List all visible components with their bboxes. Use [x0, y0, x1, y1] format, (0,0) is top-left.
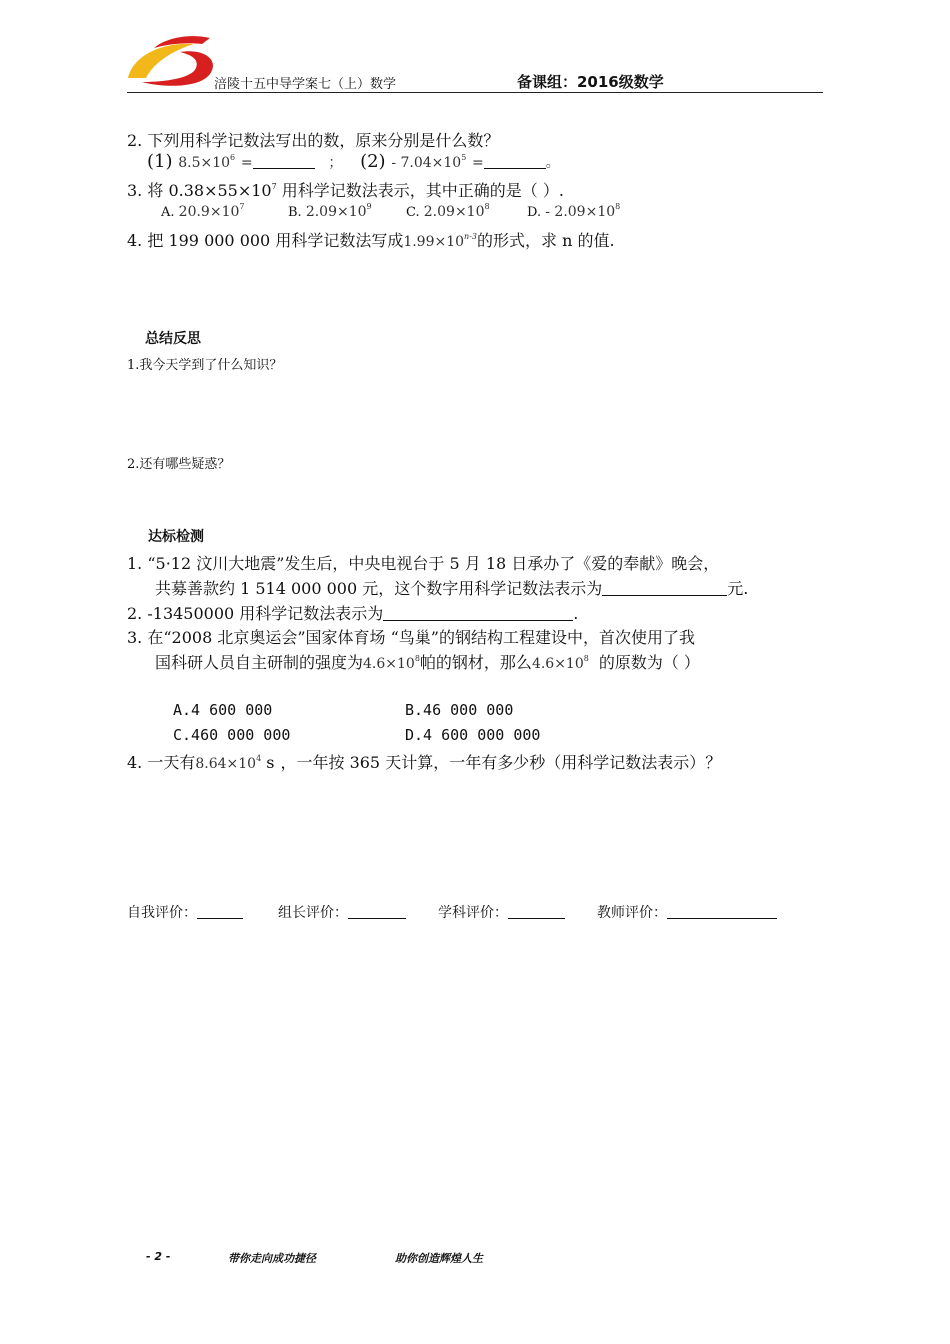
q2-part1-exp: 6: [230, 153, 236, 162]
q2-part2-base: - 7.04×10: [391, 155, 462, 171]
test-q3-line1: 3. 在“2008 北京奥运会”国家体育场 “鸟巢”的钢结构工程建设中，首次使用了我: [127, 628, 695, 647]
group-label: 备课组：2016级数学: [517, 73, 664, 91]
eval-blank[interactable]: [348, 904, 406, 919]
q2-part1-label: (1): [147, 151, 173, 172]
q4-exp: n-3: [464, 232, 477, 241]
eval-leader: 组长评价：: [278, 902, 406, 922]
q2-end: 。: [545, 155, 560, 171]
q3-option-a[interactable]: A.4 600 000: [173, 701, 273, 719]
q4-base: 1.99×10: [403, 234, 465, 250]
q3-option-d[interactable]: D.4 600 000 000: [405, 726, 541, 744]
page-number: - 2 -: [146, 1250, 171, 1263]
test-title: 达标检测: [148, 529, 204, 545]
test-q2: 2. -13450000 用科学记数法表示为 .: [127, 604, 579, 623]
eval-self: 自我评价：: [127, 902, 243, 922]
q3-option-a[interactable]: A. $20.9\times 10^7$: [161, 202, 245, 220]
q4-text-b: 的形式，求 n 的值.: [477, 231, 615, 250]
practice-q2-parts: [147, 151, 560, 172]
q4-text-a: 4. 把 199 000 000 用科学记数法写成: [127, 231, 404, 250]
school-title: 涪陵十五中导学案七（上）数学: [214, 77, 397, 92]
q3-exp: 7: [271, 182, 277, 191]
q2-sep: ；: [328, 155, 343, 171]
q3-option-c[interactable]: C. $2.09\times 10^8$: [406, 202, 490, 220]
q2-part2-label: (2): [360, 151, 386, 172]
footer-slogan-2: 助你创造辉煌人生: [395, 1252, 483, 1265]
q3-option-b[interactable]: B.46 000 000: [405, 701, 514, 719]
summary-q1: 1.我今天学到了什么知识？: [127, 358, 283, 373]
test-q4: 4. 一天有$8.64\times 10^4$ s ，一年按 365 天计算，一年有多少秒（用科学记数法表示）？: [127, 753, 722, 772]
practice-q3: [127, 178, 564, 201]
q2-eq1: =: [240, 155, 253, 171]
test-q1-line1: 1. “5·12 汶川大地震”发生后，中央电视台于 5 月 18 日承办了《爱的奉献》晚会，: [127, 554, 720, 573]
summary-title: 总结反思: [145, 331, 201, 347]
q3-option-c[interactable]: C.460 000 000: [173, 726, 291, 744]
test-q1-line2: 共募善款约 1 514 000 000 元，这个数字用科学记数法表示为 元.: [155, 579, 749, 598]
answer-blank[interactable]: [484, 154, 546, 169]
practice-q4: [127, 228, 615, 251]
answer-blank[interactable]: [383, 606, 573, 621]
q3-text-b: 用科学记数法表示，其中正确的是（ ）.: [276, 181, 564, 200]
eval-blank[interactable]: [508, 904, 565, 919]
school-logo: [124, 34, 220, 90]
eval-blank[interactable]: [197, 904, 243, 919]
q2-part1-base: 8.5×10: [178, 155, 231, 171]
header-rule: [127, 92, 823, 93]
answer-blank[interactable]: [602, 581, 727, 596]
q2-eq2: =: [472, 155, 484, 171]
eval-teacher: 教师评价：: [597, 902, 777, 922]
q2-part2-exp: 5: [461, 153, 467, 162]
eval-subject: 学科评价：: [438, 902, 565, 922]
footer-slogan-1: 带你走向成功捷径: [228, 1252, 316, 1265]
answer-blank[interactable]: [253, 154, 315, 169]
test-q3-line2: 国科研人员自主研制的强度为$4.6\times 10^8$帕的钢材，那么$4.6\times 10^8$ 的原数为（ ）: [155, 653, 700, 672]
q3-option-b[interactable]: B. $2.09\times 10^9$: [288, 202, 372, 220]
practice-q2: 2. 下列用科学记数法写出的数，原来分别是什么数？: [127, 131, 500, 150]
q3-option-d[interactable]: D. - $2.09\times 10^8$: [527, 202, 621, 220]
summary-q2: 2.还有哪些疑惑？: [127, 457, 231, 472]
q3-text-a: 3. 将 0.38×55×10: [127, 181, 272, 200]
eval-blank[interactable]: [667, 904, 777, 919]
